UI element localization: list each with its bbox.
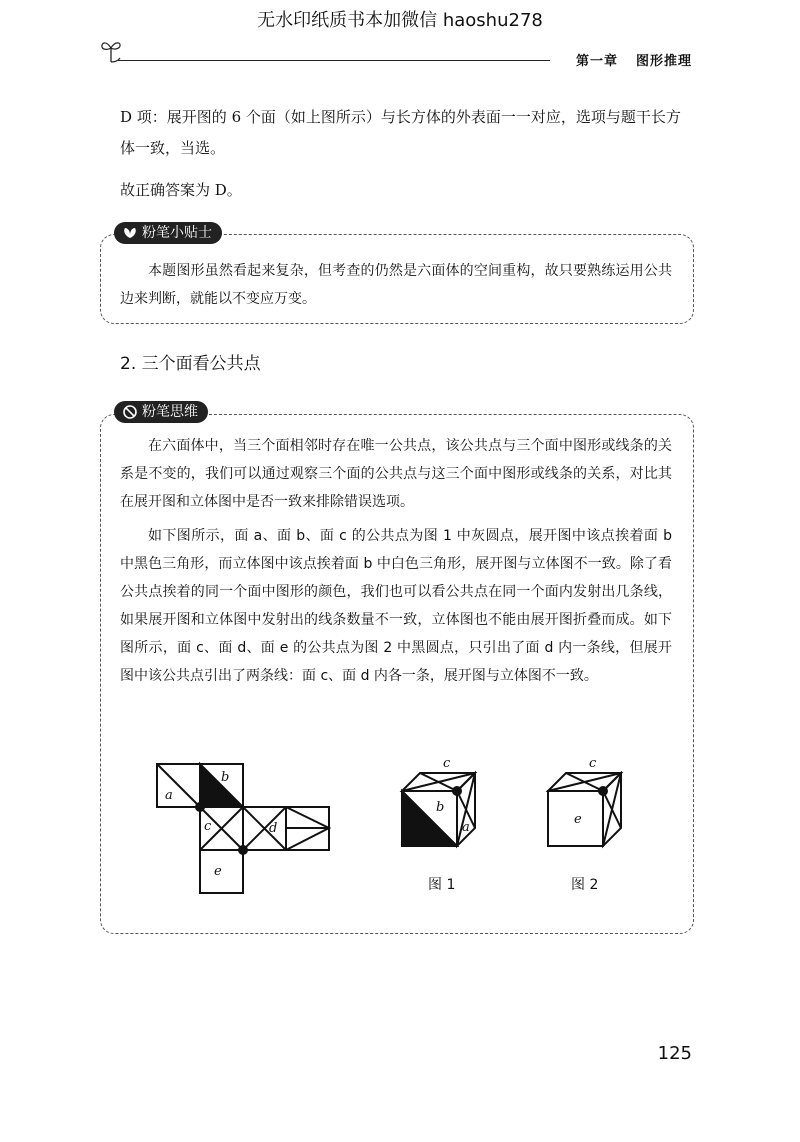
intro-paragraph-2: 故正确答案为 D。 [120, 181, 242, 199]
cube1-label-c: c [443, 756, 451, 771]
net-label-c: c [204, 819, 212, 834]
no-sign-icon [122, 404, 138, 420]
page-number: 125 [657, 1043, 692, 1064]
cube2-right-lines [603, 773, 621, 846]
cube2-label-c: c [589, 756, 597, 771]
thinking-paragraph-2: 如下图所示，面 a、面 b、面 c 的公共点为图 1 中灰圆点，展开图中该点挨着面 b 中黑色三角形，而立体图中该点挨着面 b 中白色三角形，展开图与立体图不一致。除了看公共点挨着的同一个面中图形的颜色，我们也可以看公共点在同一个面内发射出几条线，如果展开图和立体图中发射出的线条数量不一致，立体图也不能由展开图折叠而成。如下图所示，面 c、面 d、面 e 的公共点为图 2 中黑圆点，只引出了面 d 内一条线，但展开图中该公共点引出了两条线：面 c、面 d 内各一条，展开图与立体图不一致。 [120, 528, 672, 684]
chapter-header [576, 50, 692, 69]
figure-2-caption: 图 2 [571, 877, 599, 893]
cube2-top-lines [548, 773, 621, 791]
tip-text-block [120, 257, 672, 313]
cube2-common-point [598, 786, 608, 796]
net-face-f-lines [286, 807, 329, 850]
thinking-text-block [120, 432, 672, 690]
cube1-common-point [452, 786, 462, 796]
chapter-title: 图形推理 [635, 54, 692, 69]
net-label-b: b [221, 770, 230, 785]
net-diagram [157, 764, 329, 893]
cube-figure-2 [548, 773, 621, 846]
thinking-label: 粉笔思维 [142, 404, 198, 420]
cube1-right-lines [457, 773, 475, 846]
thinking-tag [114, 401, 208, 423]
leaf-icon [122, 226, 138, 240]
net-label-a: a [165, 788, 173, 803]
chapter-number: 第一章 [575, 54, 618, 69]
cube1-label-a: a [462, 820, 470, 835]
figure-1-caption: 图 1 [428, 877, 456, 893]
net-face-a-diagonal [157, 764, 200, 807]
tip-label: 粉笔小贴士 [142, 225, 212, 241]
net-face-d-lines [243, 807, 286, 850]
net-label-d: d [269, 821, 278, 836]
cube1-label-b: b [436, 800, 445, 815]
net-label-e: e [214, 864, 222, 879]
watermark: 无水印纸质书本加微信 haoshu278 [257, 10, 543, 31]
tip-tag [114, 222, 222, 244]
cube1-black-triangle [402, 791, 457, 846]
intro-paragraph-1: D 项：展开图的 6 个面（如上图所示）与长方体的外表面一一对应，选项与题干长方体一致，当选。 [120, 108, 681, 157]
header-rule [118, 60, 550, 61]
section-title: 2. 三个面看公共点 [120, 354, 261, 374]
cube2-label-e: e [574, 812, 582, 827]
cube1-top-lines [402, 773, 475, 791]
net-common-point-2 [238, 845, 248, 855]
net-common-point-1 [195, 802, 205, 812]
figures [150, 755, 640, 895]
thinking-paragraph-1: 在六面体中，当三个面相邻时存在唯一公共点，该公共点与三个面中图形或线条的关系是不变的，我们可以通过观察三个面的公共点与这三个面中图形或线条的关系，对比其在展开图和立体图中是否一致来排除错误选项。 [120, 438, 672, 510]
tip-text: 本题图形虽然看起来复杂，但考查的仍然是六面体的空间重构，故只要熟练运用公共边来判断，就能以不变应万变。 [120, 263, 672, 307]
